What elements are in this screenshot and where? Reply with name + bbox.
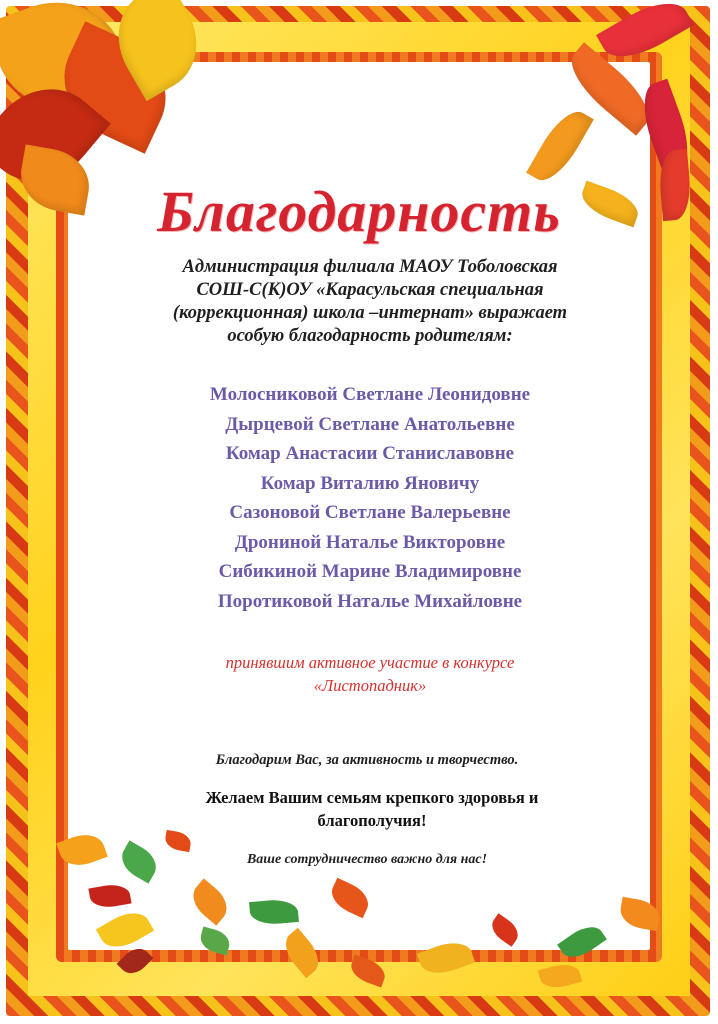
- cooperation-text: Ваше сотрудничество важно для нас!: [246, 852, 488, 867]
- certificate-title: Благодарность: [157, 179, 561, 244]
- parent-name: Поротиковой Наталье Михайловне: [217, 590, 523, 612]
- parent-name: Дырцевой Светлане Анатольевне: [225, 413, 515, 435]
- parent-name: Сазоновой Светлане Валерьевне: [229, 502, 511, 523]
- wish-line: Желаем Вашим семьям крепкого здоровья и: [205, 788, 539, 807]
- intro-line: Администрация филиала МАОУ Тоболовская: [182, 257, 558, 277]
- parent-name: Дрониной Наталье Викторовне: [234, 531, 506, 553]
- parent-name: Комар Анастасии Станиславовне: [225, 443, 515, 464]
- contest-line: принявшим активное участие в конкурсе: [225, 653, 515, 672]
- wish-text: [130, 786, 614, 832]
- parents-list: [100, 380, 640, 616]
- intro-paragraph: [100, 256, 640, 348]
- wish-line: благополучия!: [317, 811, 427, 830]
- parent-name: Комар Виталию Яновичу: [260, 472, 480, 494]
- intro-line: (коррекционная) школа –интернат» выражает: [172, 303, 568, 323]
- parent-name: Молосниковой Светлане Леонидовне: [209, 384, 531, 405]
- intro-line: особую благодарность родителям:: [227, 326, 513, 346]
- contest-name: «Листопадник»: [313, 676, 427, 695]
- thanks-text: Благодарим Вас, за активность и творчество.: [215, 752, 519, 768]
- intro-line: СОШ-С(К)ОУ «Карасульская специальная: [196, 280, 544, 300]
- contest-text: [100, 651, 640, 697]
- parent-name: Сибикиной Марине Владимировне: [218, 561, 522, 582]
